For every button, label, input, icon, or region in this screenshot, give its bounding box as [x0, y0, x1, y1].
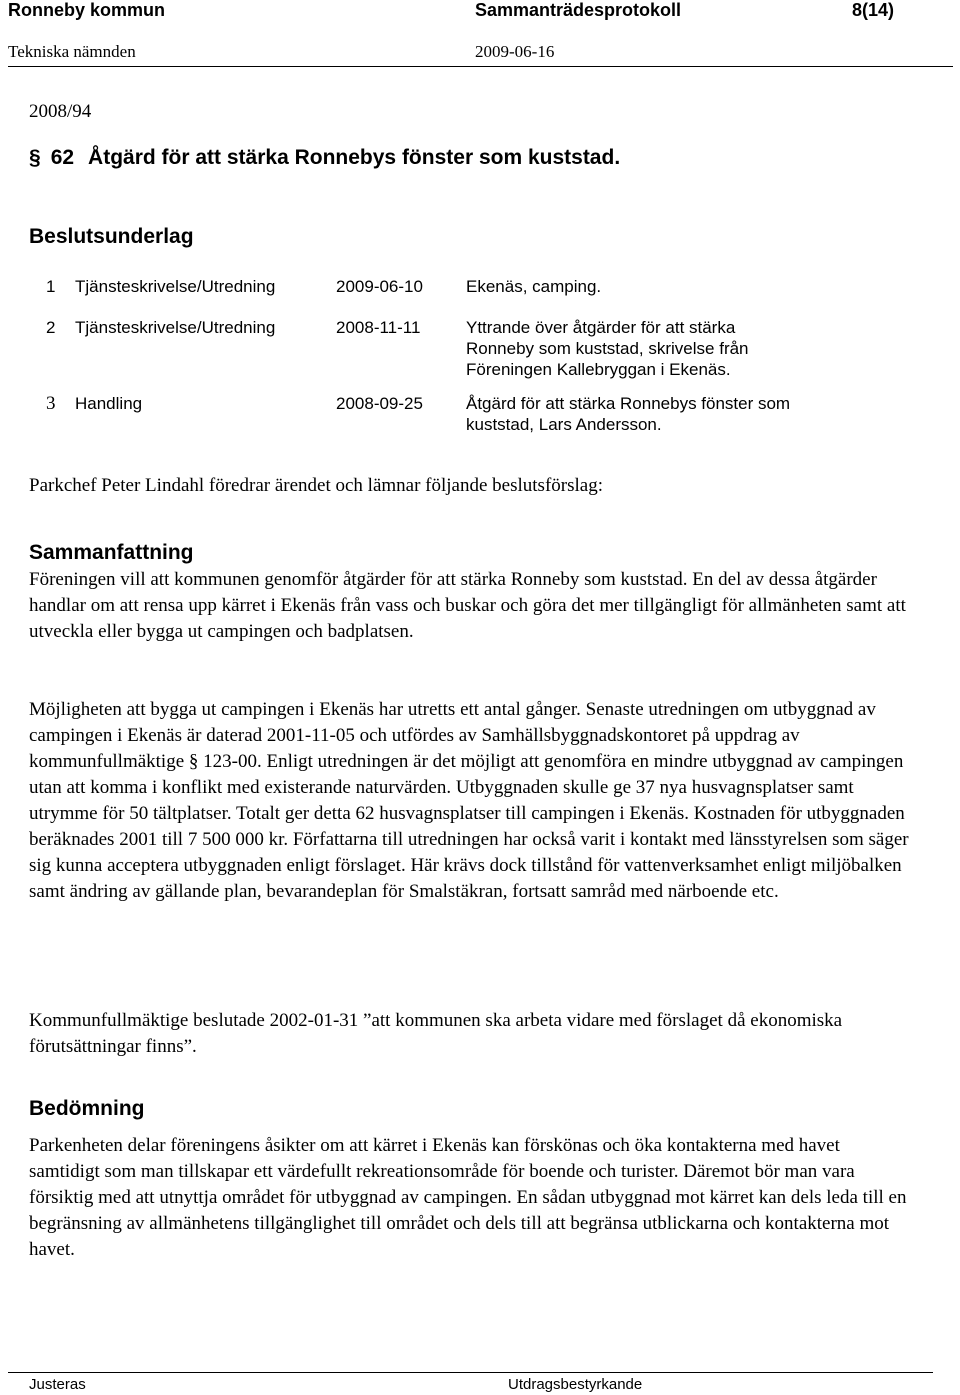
attachment-date: 2009-06-10: [336, 277, 423, 296]
section-heading-sammanfattning: Sammanfattning: [29, 541, 194, 564]
summary-paragraph-2: Möjligheten att bygga ut campingen i Ekenäs har utretts ett antal gånger. Senaste utredningen om utbyggnad av campingen i Ekenäs är daterad 2001-11-05 och utfördes av Samhällsbyggnadskontoret på uppdrag av kommunfullmäktige § 123-00. Enligt utredningen är det möjligt att genomföra en mindre utbyggnad av campingen utan att komma i konflikt med existerande naturvärden. Utbyggnaden skulle ge 37 nya husvagnsplatser samt utrymme för 50 tältplatser. Totalt ger detta 62 husvagnsplatser till campingen i Ekenäs. Kostnaden för utbyggnaden beräknades 2001 till 7 500 000 kr. Författarna till utredningen har också varit i kontakt med länsstyrelsen som säger sig kunna acceptera utbyggnaden enligt förslaget. Här krävs dock tillstånd för vattenverksamhet enligt miljöbalken samt ändring av gällande plan, bevarandeplan för Smalstäkran, fortsatt samråd med närboende etc.: [29, 699, 909, 902]
municipality-name: Ronneby kommun: [8, 0, 166, 20]
page-number: 8(14): [852, 0, 895, 20]
item-title: [29, 146, 620, 170]
attachment-description: Ekenäs, camping.: [466, 277, 602, 296]
case-number: 2008/94: [29, 101, 92, 122]
attachment-date: 2008-09-25: [336, 394, 423, 413]
footer-utdragsbestyrkande: Utdragsbestyrkande: [508, 1376, 643, 1393]
page-header: [0, 0, 960, 24]
header-divider: [8, 66, 953, 67]
summary-paragraph-1: Föreningen vill att kommunen genomför åtgärder för att stärka Ronneby som kuststad. En del av dessa åtgärder handlar om att rensa upp kärret i Ekenäs från vass och buskar och göra det mer tillgängligt för allmänheten samt att utveckla eller bygga ut campingen och badplatsen.: [29, 569, 906, 642]
attachment-number: 3: [46, 393, 56, 414]
committee-name: Tekniska nämnden: [8, 42, 136, 61]
summary-paragraph-3: Kommunfullmäktige beslutade 2002-01-31 ”att kommunen ska arbeta vidare med förslaget då ekonomiska förutsättningar finns”.: [29, 1010, 843, 1057]
attachment-type: Tjänsteskrivelse/Utredning: [75, 318, 276, 337]
item-title-text: Åtgärd för att stärka Ronnebys fönster som kuststad.: [88, 146, 621, 169]
attachment-type: Handling: [75, 394, 143, 413]
item-number: 62: [50, 146, 75, 169]
attachment-description: Yttrande över åtgärder för att stärka Ronneby som kuststad, skrivelse från Föreningen Kallebryggan i Ekenäs.: [466, 318, 749, 379]
attachment-number: 2: [46, 318, 56, 337]
intro-paragraph: Parkchef Peter Lindahl föredrar ärendet och lämnar följande beslutsförslag:: [29, 475, 603, 496]
assessment-paragraph: Parkenheten delar föreningens åsikter om att kärret i Ekenäs kan förskönas och öka kontakterna med havet samtidigt som man tillskapar ett värdefullt rekreationsområde för boende och turister. Däremot bör man vara försiktig med att utnyttja området för utbyggnad av campingen. En sådan utbyggnad mot kärret kan dels leda till en begränsning av allmänhetens tillgänglighet till området och dels till att begränsa utblickarna och kontakterna mot havet.: [29, 1135, 907, 1260]
attachment-description: Åtgärd för att stärka Ronnebys fönster som kuststad, Lars Andersson.: [466, 394, 791, 434]
paragraph-sign: §: [29, 146, 41, 169]
footer-justeras: Justeras: [29, 1376, 86, 1393]
attachment-type: Tjänsteskrivelse/Utredning: [75, 277, 276, 296]
footer-divider: [8, 1372, 933, 1373]
attachment-number: 1: [46, 277, 56, 296]
section-heading-beslutsunderlag: Beslutsunderlag: [29, 225, 194, 248]
meeting-date: 2009-06-16: [475, 42, 555, 61]
section-heading-bedomning: Bedömning: [29, 1097, 145, 1120]
document-type: Sammanträdesprotokoll: [475, 0, 682, 20]
attachment-date: 2008-11-11: [336, 318, 421, 337]
